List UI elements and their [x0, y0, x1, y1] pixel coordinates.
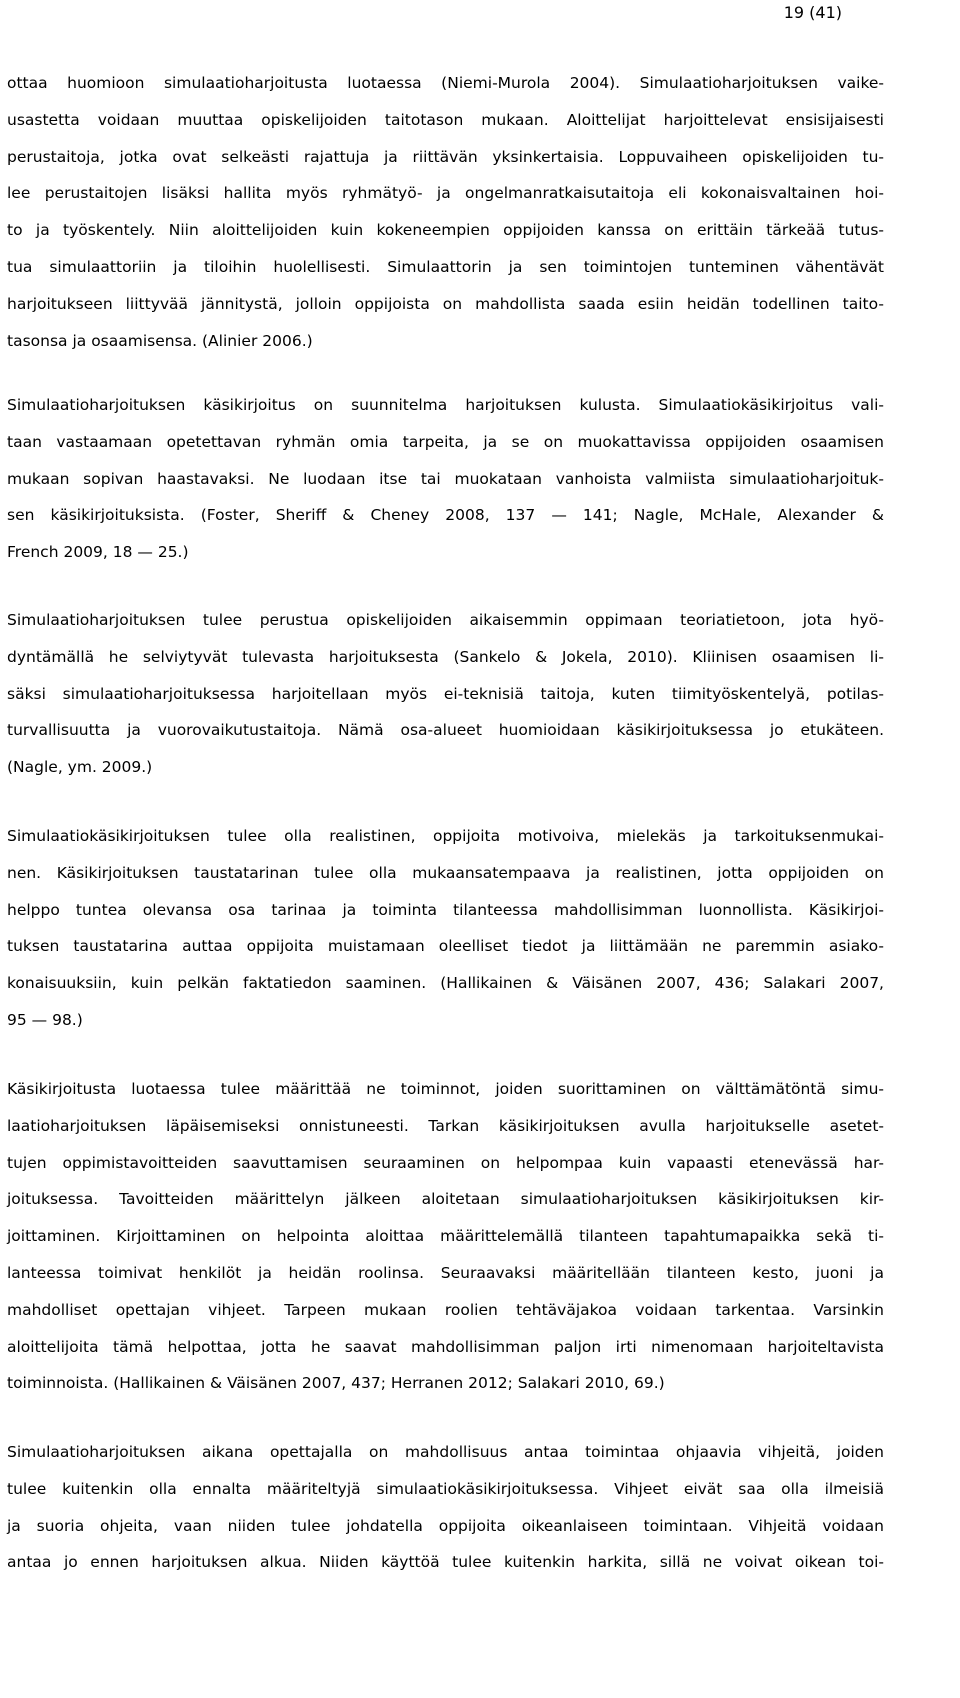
page-number: 19 (41)	[783, 3, 842, 22]
text-line: 95 — 98.)	[7, 1010, 83, 1029]
text-line: säksi simulaatioharjoituksessa harjoitellaan myös ei-teknisiä taitoja, kuten tiimityöskentelyä, potilas-	[7, 684, 884, 703]
text-line: lee perustaitojen lisäksi hallita myös ryhmätyö- ja ongelmanratkaisutaitoja eli kokonaisvaltainen hoi-	[7, 184, 884, 203]
paragraph-6	[7, 1434, 884, 1581]
text-line: konaisuuksiin, kuin pelkän faktatiedon saaminen. (Hallikainen & Väisänen 2007, 436; Salakari 2007,	[7, 974, 884, 993]
text-line: nen. Käsikirjoituksen taustatarinan tulee olla mukaansatempaava ja realistinen, jotta oppijoiden on	[7, 863, 884, 882]
text-line: tulee kuitenkin olla ennalta määriteltyjä simulaatiokäsikirjoituksessa. Vihjeet eivät saa olla ilmeisiä	[7, 1479, 884, 1498]
text-line: tuksen taustatarina auttaa oppijoita muistamaan oleelliset tiedot ja liittämään ne paremmin asiako-	[7, 937, 884, 956]
text-line: lanteessa toimivat henkilöt ja heidän roolinsa. Seuraavaksi määritellään tilanteen kesto, juoni ja	[7, 1263, 884, 1282]
text-line: turvallisuutta ja vuorovaikutustaitoja. Nämä osa-alueet huomioidaan käsikirjoituksessa jo etukäteen.	[7, 721, 884, 740]
text-line: joituksessa. Tavoitteiden määrittelyn jälkeen aloitetaan simulaatioharjoituksen käsikirjoituksen kir-	[7, 1190, 884, 1209]
text-line: Simulaatioharjoituksen käsikirjoitus on suunnitelma harjoituksen kulusta. Simulaatiokäsikirjoitus vali-	[7, 396, 884, 414]
text-line: ottaa huomioon simulaatioharjoitusta luotaessa (Niemi-Murola 2004). Simulaatioharjoituksen vaike-	[7, 74, 884, 92]
paragraph-1	[7, 65, 884, 359]
text-line: harjoitukseen liittyvää jännitystä, jolloin oppijoista on mahdollista saada esiin heidän todellinen taito-	[7, 294, 884, 313]
text-line: ja suoria ohjeita, vaan niiden tulee johdatella oppijoita oikeanlaiseen toimintaan. Vihjeitä voidaan	[7, 1516, 884, 1535]
text-line: (Nagle, ym. 2009.)	[7, 758, 153, 777]
text-line: mukaan sopivan haastavaksi. Ne luodaan itse tai muokataan vanhoista valmiista simulaatioharjoituk-	[7, 469, 884, 488]
paragraph-5	[7, 1071, 884, 1402]
text-line: Simulaatioharjoituksen tulee perustua opiskelijoiden aikaisemmin oppimaan teoriatietoon, jota hyö-	[7, 611, 884, 629]
text-line: tujen oppimistavoitteiden saavuttamisen seuraaminen on helpompaa kuin vapaasti etenevässä har-	[7, 1153, 884, 1172]
text-line: perustaitoja, jotka ovat selkeästi rajattuja ja riittävän yksinkertaisia. Loppuvaiheen opiskelijoiden tu-	[7, 147, 884, 166]
text-line: aloittelijoita tämä helpottaa, jotta he saavat mahdollisimman paljon irti nimenomaan harjoiteltavista	[7, 1337, 884, 1356]
text-line: antaa jo ennen harjoituksen alkua. Niiden käyttöä tulee kuitenkin harkita, sillä ne voivat oikean toi-	[7, 1553, 884, 1572]
text-line: Simulaatioharjoituksen aikana opettajalla on mahdollisuus antaa toimintaa ohjaavia vihjeitä, joiden	[7, 1443, 884, 1461]
text-line: toiminnoista. (Hallikainen & Väisänen 2007, 437; Herranen 2012; Salakari 2010, 69.)	[7, 1374, 665, 1393]
text-line: mahdolliset opettajan vihjeet. Tarpeen mukaan roolien tehtäväjakoa voidaan tarkentaa. Varsinkin	[7, 1300, 884, 1319]
text-line: usastetta voidaan muuttaa opiskelijoiden taitotason mukaan. Aloittelijat harjoittelevat ensisijaisesti	[7, 110, 884, 129]
text-line: joittaminen. Kirjoittaminen on helpointa aloittaa määrittelemällä tilanteen tapahtumapaikka sekä ti-	[7, 1227, 884, 1246]
text-line: French 2009, 18 — 25.)	[7, 543, 189, 562]
text-line: Simulaatiokäsikirjoituksen tulee olla realistinen, oppijoita motivoiva, mielekäs ja tarkoituksenmukai-	[7, 827, 884, 845]
text-line: laatioharjoituksen läpäisemiseksi onnistuneesti. Tarkan käsikirjoituksen avulla harjoitukselle asetet-	[7, 1116, 884, 1135]
text-line: helppo tuntea olevansa osa tarinaa ja toiminta tilanteessa mahdollisimman luonnollista. Käsikirjoi-	[7, 900, 884, 919]
paragraph-3	[7, 602, 884, 786]
paragraph-4	[7, 818, 884, 1039]
text-line: tua simulaattoriin ja tiloihin huolellisesti. Simulaattorin ja sen toimintojen tunteminen vähentävät	[7, 257, 884, 276]
text-line: dyntämällä he selviytyvät tulevasta harjoituksesta (Sankelo & Jokela, 2010). Kliinisen osaamisen li-	[7, 647, 884, 666]
text-line: taan vastaamaan opetettavan ryhmän omia tarpeita, ja se on muokattavissa oppijoiden osaamisen	[7, 432, 884, 451]
text-line: to ja työskentely. Niin aloittelijoiden kuin kokeneempien oppijoiden kanssa on erittäin tärkeää tutus-	[7, 221, 884, 240]
paragraph-2	[7, 387, 884, 571]
text-line: sen käsikirjoituksista. (Foster, Sheriff & Cheney 2008, 137 — 141; Nagle, McHale, Alexander &	[7, 506, 884, 525]
text-line: Käsikirjoitusta luotaessa tulee määrittää ne toiminnot, joiden suorittaminen on välttämätöntä simu-	[7, 1080, 884, 1098]
text-line: tasonsa ja osaamisensa. (Alinier 2006.)	[7, 331, 313, 350]
